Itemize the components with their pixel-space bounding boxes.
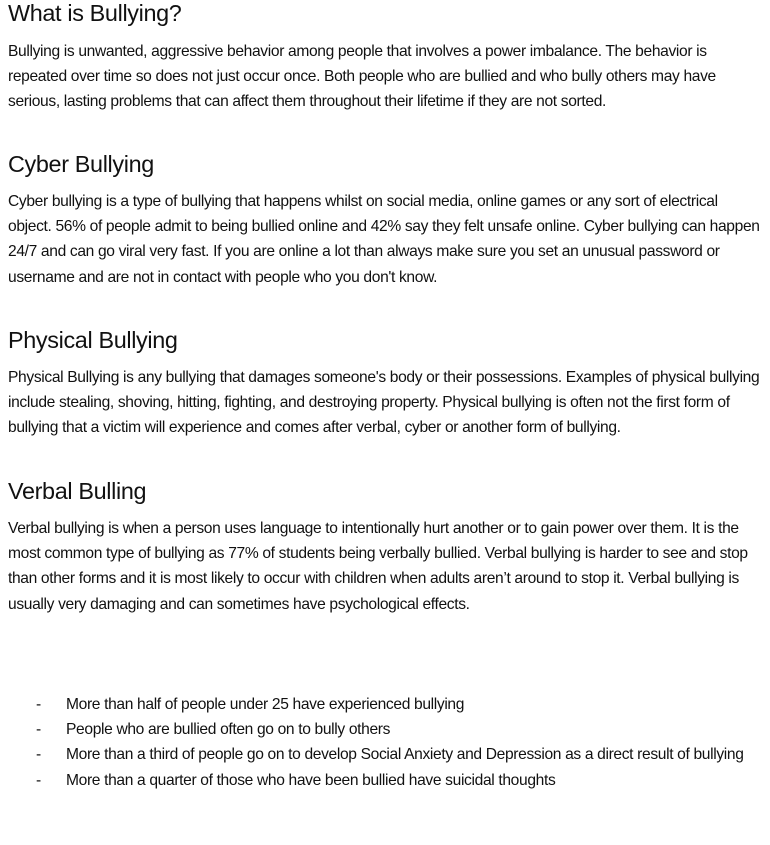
list-item (0, 742, 746, 767)
list-item-text: More than a quarter of those who have been bullied have suicidal thoughts (66, 771, 556, 789)
paragraph-physical-bullying: Physical Bullying is any bullying that damages someone's body or their possessions. Examples of physical bullying include stealing, shoving, hitting, fighting, and destroying property. Physical bullying is often not the first form of bullying that a victim will experience and comes after verbal, cyber or another form of bullying. (8, 369, 760, 437)
dash-bullet-icon: - (36, 721, 41, 739)
list-item-text: People who are bullied often go on to bully others (66, 721, 391, 739)
paragraph-verbal-bullying: Verbal bullying is when a person uses language to intentionally hurt another or to gain power over them. It is the most common type of bullying as 77% of students being verbally bullied. Verbal bullying is harder to see and stop than other forms and it is most likely to occur with children when adults aren’t around to stop it. Verbal bullying is usually very damaging and can sometimes have psychological effects. (8, 520, 748, 613)
heading-physical-bullying: Physical Bullying (8, 327, 178, 353)
facts-list (0, 692, 770, 793)
list-item-text: More than half of people under 25 have experienced bullying (66, 696, 465, 713)
paragraph-cyber-bullying: Cyber bullying is a type of bullying that happens whilst on social media, online games or any sort of electrical object. 56% of people admit to being bullied online and 42% say they felt unsafe online. Cyber bullying can happen 24/7 and can go viral very fast. If you are online a lot than always make sure you set an unusual password or username and are not in contact with people who you don't know. (8, 193, 760, 286)
list-item (0, 692, 746, 717)
heading-verbal-bullying: Verbal Bulling (8, 478, 147, 504)
list-item-text: More than a third of people go on to develop Social Anxiety and Depression as a direct result of bullying (66, 746, 744, 764)
heading-cyber-bullying: Cyber Bullying (8, 151, 154, 177)
dash-bullet-icon: - (36, 696, 41, 713)
dash-bullet-icon: - (36, 746, 41, 764)
paragraph-what-is-bullying: Bullying is unwanted, aggressive behavior among people that involves a power imbalance. The behavior is repeated over time so does not just occur once. Both people who are bullied and who bully others may have serious, lasting problems that can affect them throughout their lifetime if they are not sorted. (8, 43, 716, 111)
list-item (0, 768, 746, 793)
dash-bullet-icon: - (36, 771, 41, 789)
list-item (0, 717, 746, 742)
heading-what-is-bullying: What is Bullying? (8, 0, 182, 26)
